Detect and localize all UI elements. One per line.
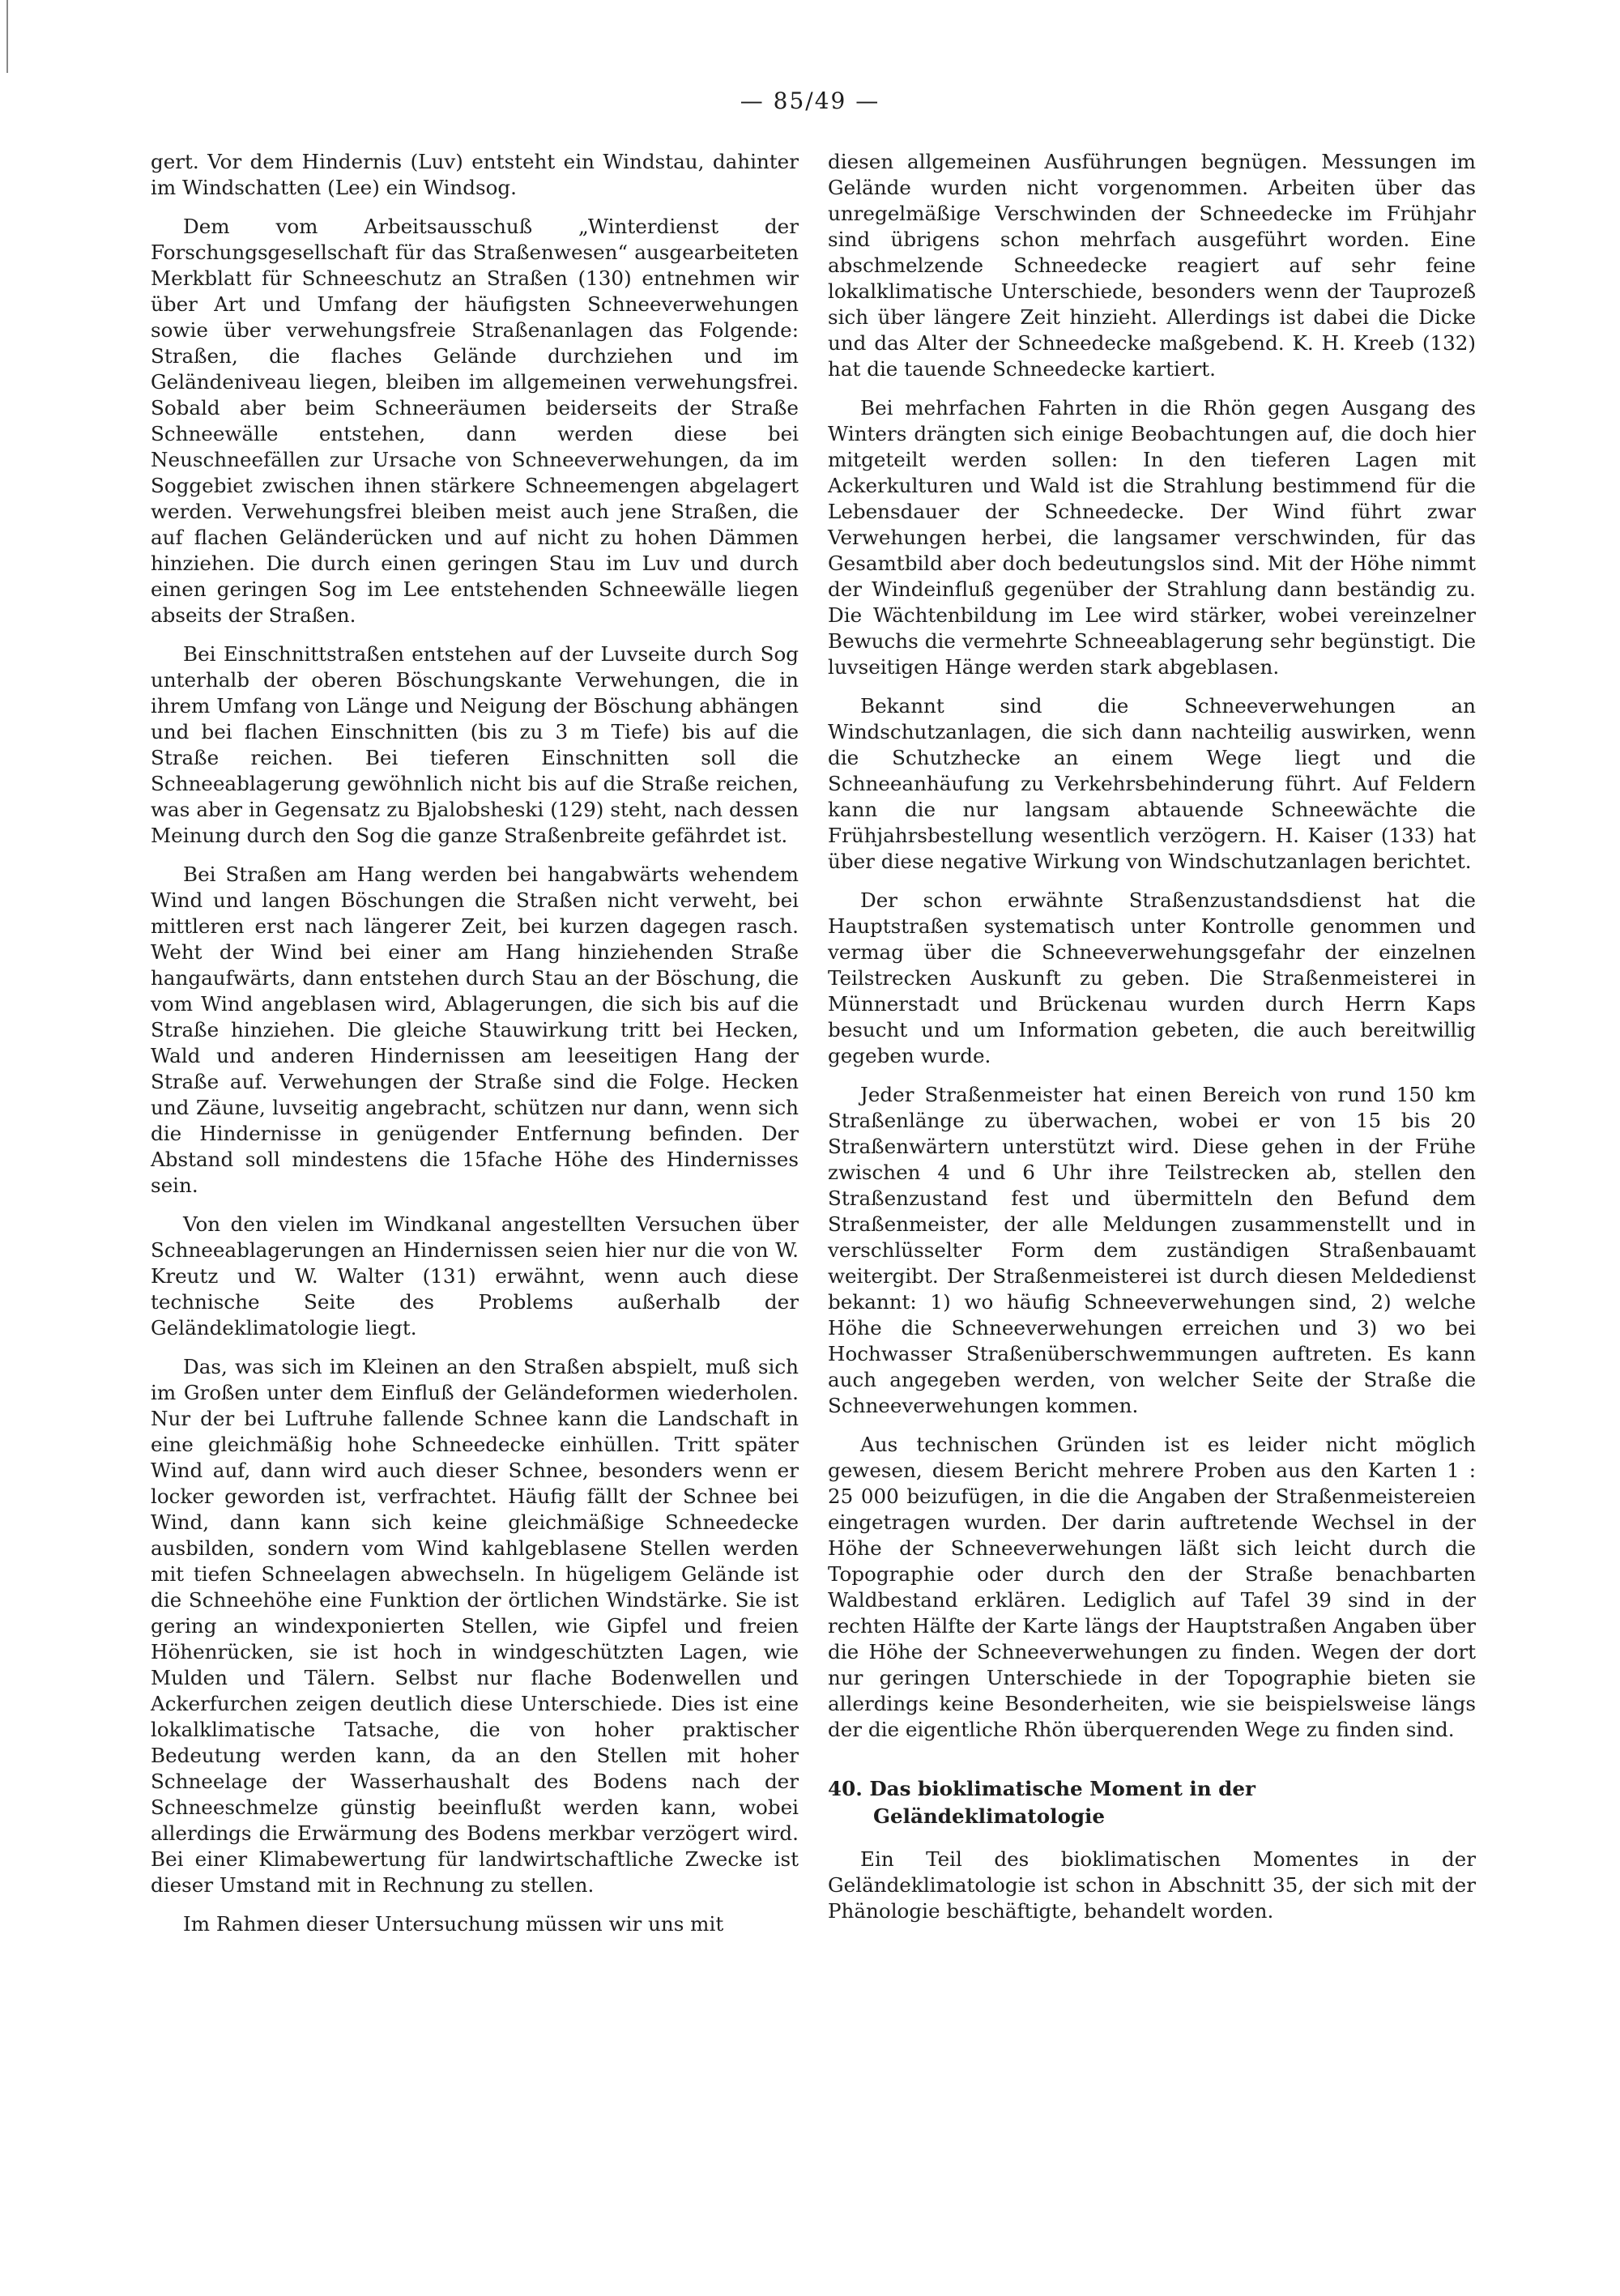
paragraph: Bei mehrfachen Fahrten in die Rhön gegen Ausgang des Winters drängten sich einige Beobachtungen auf, die doch hier mitgeteilt werden sollen: In den tieferen Lagen mit Ackerkulturen und Wald ist die Strahlung bestimmend für die Lebensdauer der Schneedecke. Der Wind führt zwar Verwehungen herbei, die langsamer verschwinden, für das Gesamtbild aber doch bedeutungslos sind. Mit der Höhe nimmt der Windeinfluß gegenüber der Strahlung dann beständig zu. Die Wächtenbildung im Lee wird stärker, wobei vereinzelner Bewuchs die vermehrte Schneeablagerung sehr begünstigt. Die luvseitigen Hänge werden stark abgeblasen. xyxy=(828,396,1476,679)
paragraph: Jeder Straßenmeister hat einen Bereich von rund 150 km Straßenlänge zu überwachen, wobei er von 15 bis 20 Straßenwärtern unterstützt wird. Diese gehen in der Frühe zwischen 4 und 6 Uhr ihre Teilstrecken ab, stellen den Straßenzustand fest und übermitteln den Befund dem Straßenmeister, der alle Meldungen zusammenstellt und in verschlüsselter Form dem zuständigen Straßenbauamt weitergibt. Der Straßenmeisterei ist durch diesen Meldedienst bekannt: 1) wo häufig Schneeverwehungen sind, 2) welche Höhe die Schneeverwehungen erreichen und 3) wo bei Hochwasser Straßenüberschwemmungen auftreten. Es kann auch angegeben werden, von welcher Seite der Straße die Schneeverwehungen kommen. xyxy=(828,1083,1476,1417)
paragraph: gert. Vor dem Hindernis (Luv) entsteht ein Windstau, dahinter im Windschatten (Lee) ein Windsog. xyxy=(151,150,799,199)
section-number: 40. xyxy=(828,1777,863,1800)
section-heading xyxy=(828,1775,1476,1830)
paragraph: Das, was sich im Kleinen an den Straßen abspielt, muß sich im Großen unter dem Einfluß der Geländeformen wiederholen. Nur der bei Luftruhe fallende Schnee kann die Landschaft in eine gleichmäßig hohe Schneedecke einhüllen. Tritt später Wind auf, dann wird auch dieser Schnee, besonders wenn er locker geworden ist, verfrachtet. Häufig fällt der Schnee bei Wind, dann kann sich keine gleichmäßige Schneedecke ausbilden, sondern vom Wind kahlgeblasene Stellen werden mit tiefen Schneelagen abwechseln. In hügeligem Gelände ist die Schneehöhe eine Funktion der örtlichen Windstärke. Sie ist gering an windexponierten Stellen, wie Gipfel und freien Höhenrücken, sie ist hoch in windgeschützten Lagen, wie Mulden und Tälern. Selbst nur flache Bodenwellen und Ackerfurchen zeigen deutlich diese Unterschiede. Dies ist eine lokalklimatische Tatsache, die von hoher praktischer Bedeutung werden kann, da an den Stellen mit hoher Schneelage der Wasserhaushalt des Bodens nach der Schneeschmelze günstig beeinflußt werden kann, wobei allerdings die Erwärmung des Bodens merkbar verzögert wird. Bei einer Klimabewertung für landwirtschaftliche Zwecke ist dieser Umstand mit in Rechnung zu stellen. xyxy=(151,1355,799,1897)
right-column xyxy=(828,149,1476,1937)
paragraph: Aus technischen Gründen ist es leider nicht möglich gewesen, diesem Bericht mehrere Proben aus den Karten 1 : 25 000 beizufügen, in die die Angaben der Straßenmeistereien eingetragen wurden. Der darin auftretende Wechsel in der Höhe der Schneeverwehungen läßt sich leicht durch die Topographie oder durch den der Straße benachbarten Waldbestand erklären. Lediglich auf Tafel 39 sind in der rechten Hälfte der Karte längs der Hauptstraßen Angaben über die Höhe der Schneeverwehungen zu finden. Wegen der dort nur geringen Unterschiede in der Topographie bieten sie allerdings keine Besonderheiten, wie sie beispielsweise längs der die eigentliche Rhön überquerenden Wege zu finden sind. xyxy=(828,1433,1476,1741)
paragraph: Bei Straßen am Hang werden bei hangabwärts wehendem Wind und langen Böschungen die Straßen nicht verweht, bei mittleren erst nach längerer Zeit, bei kurzen dagegen rasch. Weht der Wind bei einer am Hang hinziehenden Straße hangaufwärts, dann entstehen durch Stau an der Böschung, die vom Wind angeblasen wird, Ablagerungen, die sich bis auf die Straße hinziehen. Die gleiche Stauwirkung tritt bei Hecken, Wald und anderen Hindernissen am leeseitigen Hang der Straße auf. Verwehungen der Straße sind die Folge. Hecken und Zäune, luvseitig angebracht, schützen nur dann, wenn sich die Hindernisse in genügender Entfernung befinden. Der Abstand soll mindestens die 15fache Höhe des Hindernisses sein. xyxy=(151,863,799,1197)
paragraph: Der schon erwähnte Straßenzustandsdienst hat die Hauptstraßen systematisch unter Kontrolle genommen und vermag über die Schneeverwehungsgefahr der einzelnen Teilstrecken Auskunft zu geben. Die Straßenmeisterei in Münnerstadt und Brückenau wurden durch Herrn Kaps besucht und um Information gebeten, die auch bereitwillig gegeben wurde. xyxy=(828,888,1476,1067)
paragraph: Von den vielen im Windkanal angestellten Versuchen über Schneeablagerungen an Hindernissen seien hier nur die von W. Kreutz und W. Walter (131) erwähnt, wenn auch diese technische Seite des Problems außerhalb der Geländeklimatologie liegt. xyxy=(151,1212,799,1340)
paragraph: diesen allgemeinen Ausführungen begnügen. Messungen im Gelände wurden nicht vorgenommen. Arbeiten über das unregelmäßige Verschwinden der Schneedecke im Frühjahr sind übrigens schon mehrfach ausgeführt worden. Eine abschmelzende Schneedecke reagiert auf sehr feine lokalklimatische Unterschiede, besonders wenn der Tauprozeß sich über längere Zeit hinzieht. Allerdings ist dabei die Dicke und das Alter der Schneedecke maßgebend. K. H. Kreeb (132) hat die tauende Schneedecke kartiert. xyxy=(828,150,1476,381)
section-title-line1: Das bioklimatische Moment in der xyxy=(869,1777,1256,1800)
page-number: — 85/49 — xyxy=(740,87,880,114)
paragraph: Bekannt sind die Schneeverwehungen an Windschutzanlagen, die sich dann nachteilig auswirken, wenn die Schutzhecke an einem Wege liegt und die Schneeanhäufung zu Verkehrsbehinderung führt. Auf Feldern kann die nur langsam abtauende Schneewächte die Frühjahrsbestellung wesentlich verzögern. H. Kaiser (133) hat über diese negative Wirkung von Windschutzanlagen berichtet. xyxy=(828,694,1476,873)
paragraph: Ein Teil des bioklimatischen Momentes in der Geländeklimatologie ist schon in Abschnitt 35, der sich mit der Phänologie beschäftigte, behandelt worden. xyxy=(828,1847,1476,1923)
left-column xyxy=(151,149,799,1950)
scan-artifact-line xyxy=(6,0,8,73)
paragraph: Im Rahmen dieser Untersuchung müssen wir uns mit xyxy=(183,1912,724,1936)
section-title-line2: Geländeklimatologie xyxy=(873,1804,1106,1828)
paragraph: Dem vom Arbeitsausschuß „Winterdienst der Forschungsgesellschaft für das Straßenwesen“ ausgearbeiteten Merkblatt für Schneeschutz an Straßen (130) entnehmen wir über Art und Umfang der häufigsten Schneeverwehungen sowie über verwehungsfreie Straßenanlagen das Folgende: Straßen, die flaches Gelände durchziehen und im Geländeniveau liegen, bleiben im allgemeinen verwehungsfrei. Sobald aber beim Schneeräumen beiderseits der Straße Schneewälle entstehen, dann werden diese bei Neuschneefällen zur Ursache von Schneeverwehungen, da im Soggebiet zwischen ihnen stärkere Schneemengen abgelagert werden. Verwehungsfrei bleiben meist auch jene Straßen, die auf flachen Geländerücken und auf nicht zu hohen Dämmen hinziehen. Die durch einen geringen Stau im Luv und durch einen geringen Sog im Lee entstehenden Schneewälle liegen abseits der Straßen. xyxy=(151,215,799,627)
paragraph: Bei Einschnittstraßen entstehen auf der Luvseite durch Sog unterhalb der oberen Böschungskante Verwehungen, die in ihrem Umfang von Länge und Neigung der Böschung abhängen und bei flachen Einschnitten (bis zu 3 m Tiefe) bis auf die Straße reichen. Bei tieferen Einschnitten soll die Schneeablagerung gewöhnlich nicht bis auf die Straße reichen, was aber in Gegensatz zu Bjalobsheski (129) steht, nach dessen Meinung durch den Sog die ganze Straßenbreite gefährdet ist. xyxy=(151,642,799,847)
